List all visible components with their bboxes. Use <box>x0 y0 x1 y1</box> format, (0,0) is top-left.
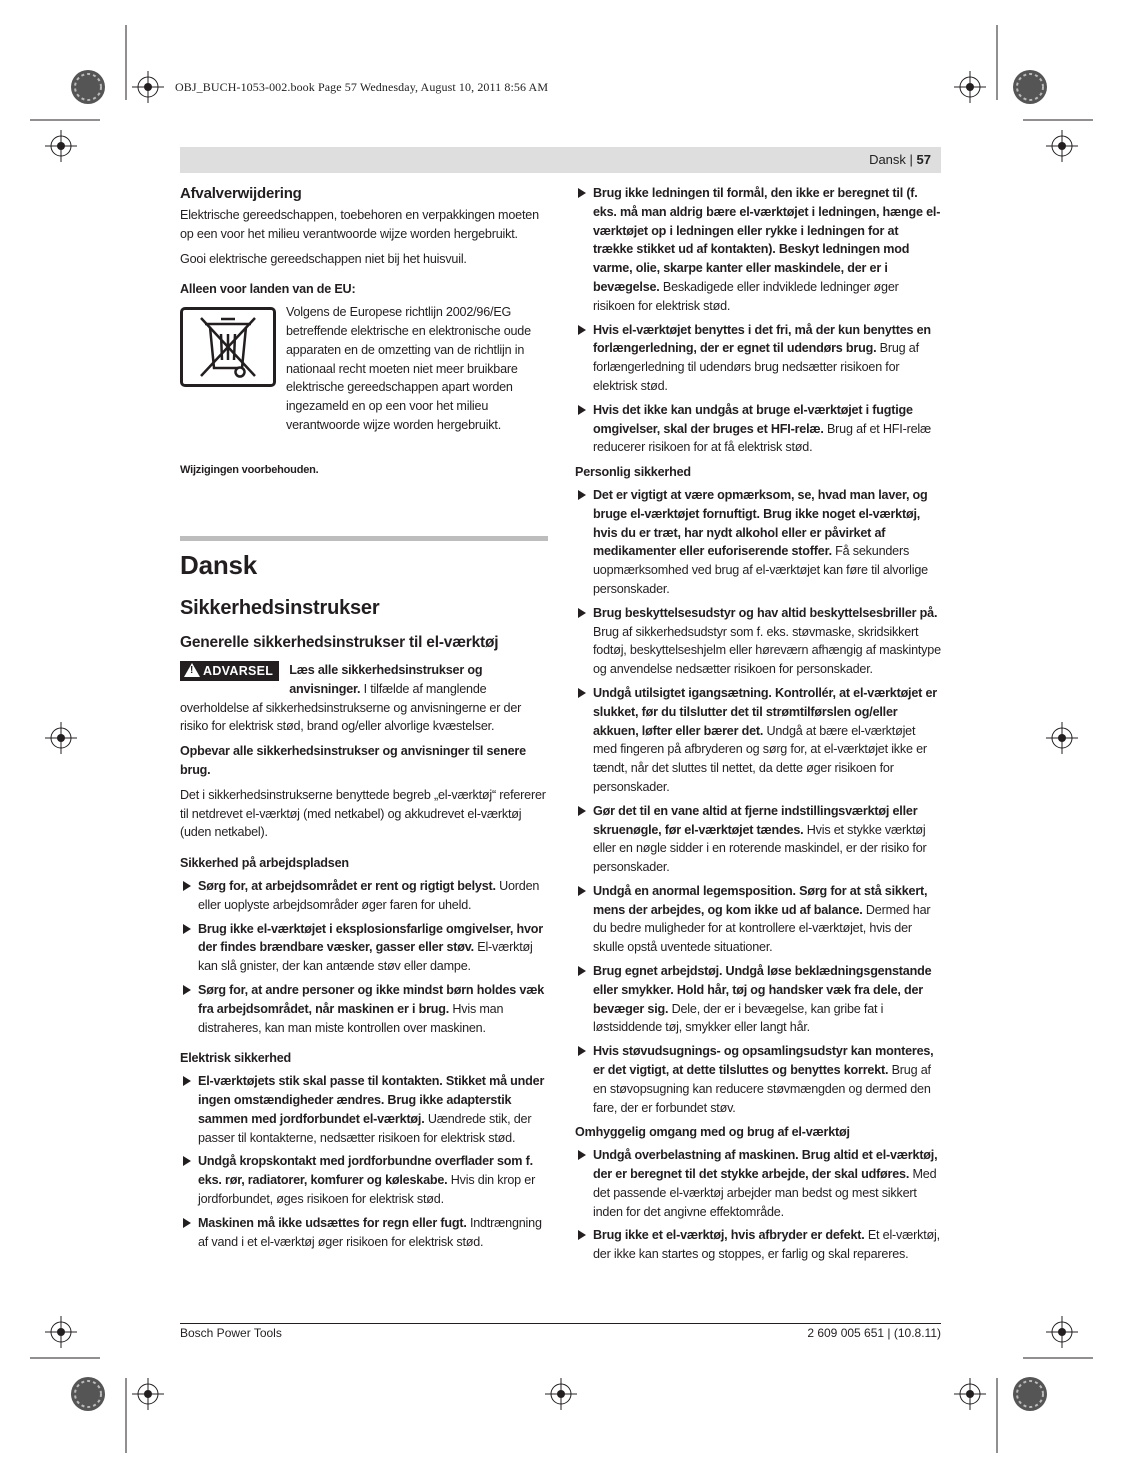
bullet-arrow-icon <box>183 1218 191 1228</box>
warning-badge-label: ADVARSEL <box>203 663 274 678</box>
page-number: 57 <box>916 152 931 167</box>
bullet-arrow-icon <box>578 325 586 335</box>
bullet-arrow-icon <box>183 924 191 934</box>
afval-paragraph-1: Elektrische gereedschappen, toebehoren en verpakkingen moeten op een voor het milieu verantwoorde wijze worden hergebruikt. <box>180 208 539 241</box>
personal-safety-heading: Personlig sikkerhed <box>575 465 691 480</box>
warning-text: I tilfælde af manglende overholdelse af sikkerhedsinstrukserne og anvisningerne er der risiko for elektrisk stød, brand og/eller alvorlige kvæstelser. <box>180 681 522 734</box>
right-column <box>575 184 941 1270</box>
crossed-bin-icon <box>180 307 276 387</box>
list-item <box>180 1214 548 1252</box>
item-bold: Hvis støvudsugnings- og opsamlingsudstyr kan monteres, er det vigtigt, at dette tilsluttes og benyttes korrekt. <box>593 1044 934 1078</box>
warning-bold: Læs alle sikkerhedsinstrukser og anvisninger. <box>289 662 483 696</box>
item-bold: Undgå kropskontakt med jordforbundne overflader som f. eks. rør, radiatorer, komfurer og køleskabe. <box>198 1154 533 1188</box>
list-item <box>575 1226 941 1264</box>
item-text: Undgå at bære el-værktøjet med fingeren på afbryderen og sørg for, at el-værktøjet ikke er tændt, når det sluttes til nettet, da dette øger risikoen for personskader. <box>593 723 927 794</box>
item-bold: Brug ikke el-værktøjet i eksplosionsfarlige omgivelser, hvor der findes brændbare væsker, gasser eller støv. <box>198 921 543 955</box>
warning-icon: ! <box>184 663 200 677</box>
list-item <box>575 321 941 396</box>
afval-paragraph-2: Gooi elektrische gereedschappen niet bij het huisvuil. <box>180 251 467 266</box>
bullet-arrow-icon <box>578 688 586 698</box>
list-item <box>575 882 941 957</box>
list-item <box>575 486 941 599</box>
item-text: Brug af en støvopsugning kan reducere støvmængden og dermed den fare, der er forbundet støv. <box>593 1063 931 1115</box>
footer-docnumber: 2 609 005 651 | (10.8.11) <box>807 1326 941 1340</box>
warning-block <box>180 661 548 736</box>
electrical-list <box>180 1072 548 1251</box>
term-definition: Det i sikkerhedsinstrukserne benyttede begreb „el-værktøj“ refererer til netdrevet el-værktøj (med netkabel) og akkudrevet el-værktøj (uden netkabel). <box>180 787 546 840</box>
item-text: Et el-værktøj, der ikke kan startes og stoppes, er farlig og skal repareres. <box>593 1228 940 1262</box>
list-item <box>575 604 941 679</box>
language-divider <box>180 536 548 541</box>
page-header <box>180 147 941 173</box>
keep-instructions: Opbevar alle sikkerhedsinstrukser og anvisninger til senere brug. <box>180 744 526 777</box>
bullet-arrow-icon <box>578 188 586 198</box>
warning-badge <box>180 661 279 681</box>
item-text: Uændrede stik, der passer til kontakterne, nedsætter risikoen for elektrisk stød. <box>198 1111 532 1145</box>
list-item <box>575 184 941 316</box>
item-text: Dermed har du bedre muligheder for at kontrollere el-værktøjet, hvis der skulle opstå uventede situationer. <box>593 902 931 955</box>
footer-brand: Bosch Power Tools <box>180 1326 282 1340</box>
tool-care-list <box>575 1146 941 1264</box>
item-text: Brug af et HFI-relæ reducerer risikoen for at få elektrisk stød. <box>593 421 931 455</box>
list-item <box>575 401 941 457</box>
bullet-arrow-icon <box>578 886 586 896</box>
item-text: Uorden eller uoplyste arbejdsområder øger faren for uheld. <box>198 878 540 912</box>
list-item <box>180 920 548 976</box>
eu-block <box>180 303 548 453</box>
item-text: Få sekunders uopmærksomhed ved brug af el-værktøjet kan føre til alvorlige personskader. <box>593 544 928 596</box>
bullet-arrow-icon <box>183 985 191 995</box>
item-text: Brug af forlængerledning til udendørs brug nedsætter risikoen for elektrisk stød. <box>593 341 919 393</box>
general-safety-heading: Generelle sikkerhedsinstrukser til el-værktøj <box>180 633 499 651</box>
item-bold: Brug beskyttelsesudstyr og hav altid beskyttelsesbriller på. <box>593 605 938 620</box>
item-bold: El-værktøjets stik skal passe til kontakten. Stikket må under ingen omstændigheder ændres. Brug ikke adapterstik sammen med jordforbundet el-værktøj. <box>198 1074 545 1126</box>
tool-care-heading: Omhyggelig omgang med og brug af el-værktøj <box>575 1125 850 1140</box>
item-bold: Hvis el-værktøjet benyttes i det fri, må der kun benyttes en forlængerledning, der er egnet til udendørs brug. <box>593 322 931 356</box>
header-separator: | <box>905 152 917 167</box>
item-bold: Det er vigtigt at være opmærksom, se, hvad man laver, og bruge el-værktøjet fornuftigt. Brug ikke noget el-værktøj, hvis du er træt, har nydt alkohol eller er påvirket af medikamenter eller euforiserende stoffer. <box>593 487 928 559</box>
item-bold: Undgå utilsigtet igangsætning. Kontrollér, at el-værktøjet er slukket, før du tilslutter det til strømtilførslen og/eller akkuen, løfter eller bærer det. <box>593 685 937 738</box>
list-item <box>180 1152 548 1208</box>
footer-rule <box>180 1323 941 1324</box>
item-bold: Undgå en anormal legemsposition. Sørg for at stå sikkert, mens der arbejdes, og kom ikke ud af balance. <box>593 883 928 917</box>
item-text: Dele, der er i bevægelse, kan gribe fat i løstsiddende tøj, smykker eller langt hår. <box>593 1001 884 1035</box>
item-bold: Brug ikke ledningen til formål, den ikke er beregnet til (f. eks. må man aldrig bære el-værktøjet i ledningen, hænge el-værktøjet op i ledningen eller rykke i ledningen for at trække stikket ud af kontakten). Beskyt ledningen mod varme, olie, skarpe kanter eller maskindele, der er i bevægelse. <box>593 186 941 294</box>
item-text: Brug af sikkerhedsudstyr som f. eks. støvmaske, skridsikkert fodtøj, beskyttelseshjelm eller høreværn afhængig af maskintype og anvendelse nedsætter risikoen for personskader. <box>593 624 941 677</box>
print-info: OBJ_BUCH-1053-002.book Page 57 Wednesday, August 10, 2011 8:56 AM <box>175 80 549 94</box>
list-item <box>575 684 941 797</box>
bullet-arrow-icon <box>578 806 586 816</box>
personal-safety-list <box>575 486 941 1118</box>
item-text: Hvis et stykke værktøj eller en nøgle sidder i en roterende maskindel, er der risiko for personskader. <box>593 822 927 875</box>
workplace-list <box>180 877 548 1037</box>
item-bold: Brug egnet arbejdstøj. Undgå løse beklædningsgenstande eller smykker. Hold hår, tøj og handsker væk fra dele, der bevæger sig. <box>593 964 932 1016</box>
workplace-heading: Sikkerhed på arbejdspladsen <box>180 856 349 871</box>
list-item <box>180 1072 548 1147</box>
bullet-arrow-icon <box>183 1076 191 1086</box>
list-item <box>180 981 548 1037</box>
language-heading: Dansk <box>180 549 258 580</box>
item-text: El-værktøj kan slå gnister, der kan antænde støv eller dampe. <box>198 940 533 974</box>
item-bold: Brug ikke et el-værktøj, hvis afbryder er defekt. <box>593 1228 865 1243</box>
list-item <box>575 962 941 1037</box>
bullet-arrow-icon <box>578 1150 586 1160</box>
list-item <box>180 877 548 915</box>
eu-text: Volgens de Europese richtlijn 2002/96/EG betreffende elektrische en elektronische oude apparaten en de omzetting van de richtlijn in nationaal recht moeten niet meer bruikbare elektrische gereedschappen apart worden ingezameld en op een voor het milieu verantwoorde wijze worden hergebruikt. <box>286 305 531 432</box>
electrical-continued-list <box>575 184 941 457</box>
item-text: Beskadigede eller indviklede ledninger øger risikoen for elektrisk stød. <box>593 279 899 313</box>
list-item <box>575 802 941 877</box>
safety-heading: Sikkerhedsinstrukser <box>180 596 380 619</box>
item-bold: Sørg for, at andre personer og ikke mindst børn holdes væk fra arbejdsområdet, når maskinen er i brug. <box>198 982 544 1016</box>
bullet-arrow-icon <box>578 1046 586 1056</box>
list-item <box>575 1146 941 1221</box>
bullet-arrow-icon <box>578 405 586 415</box>
bullet-arrow-icon <box>578 608 586 618</box>
header-language: Dansk <box>869 152 906 167</box>
list-item <box>575 1042 941 1117</box>
item-bold: Undgå overbelastning af maskinen. Brug altid et el-værktøj, der er beregnet til det stykke arbejde, der skal udføres. <box>593 1148 938 1182</box>
bullet-arrow-icon <box>578 490 586 500</box>
changes-note: Wijzigingen voorbehouden. <box>180 464 319 477</box>
item-text: Med det passende el-værktøj arbejder man bedst og mest sikkert inden for det angivne effektområde. <box>593 1167 937 1219</box>
item-bold: Sørg for, at arbejdsområdet er rent og rigtigt belyst. <box>198 878 496 893</box>
item-text: Hvis man distraheres, kan man miste kontrollen over maskinen. <box>198 1001 504 1035</box>
eu-heading: Alleen voor landen van de EU: <box>180 282 356 297</box>
item-bold: Hvis det ikke kan undgås at bruge el-værktøjet i fugtige omgivelser, skal der bruges et HFI-relæ. <box>593 402 913 436</box>
header-text <box>869 152 931 167</box>
bullet-arrow-icon <box>578 966 586 976</box>
item-text: Indtrængning af vand i et el-værktøj øger risikoen for elektrisk stød. <box>198 1215 542 1249</box>
electrical-heading: Elektrisk sikkerhed <box>180 1051 292 1066</box>
bullet-arrow-icon <box>578 1230 586 1240</box>
bullet-arrow-icon <box>183 881 191 891</box>
left-column <box>180 184 548 1257</box>
item-bold: Maskinen må ikke udsættes for regn eller fugt. <box>198 1215 467 1230</box>
item-text: Hvis din krop er jordforbundet, øges risikoen for elektrisk stød. <box>198 1173 536 1206</box>
afval-heading: Afvalverwijdering <box>180 185 302 202</box>
item-bold: Gør det til en vane altid at fjerne indstillingsværktøj eller skruenøgle, før el-værktøjet tændes. <box>593 803 918 837</box>
bullet-arrow-icon <box>183 1156 191 1166</box>
